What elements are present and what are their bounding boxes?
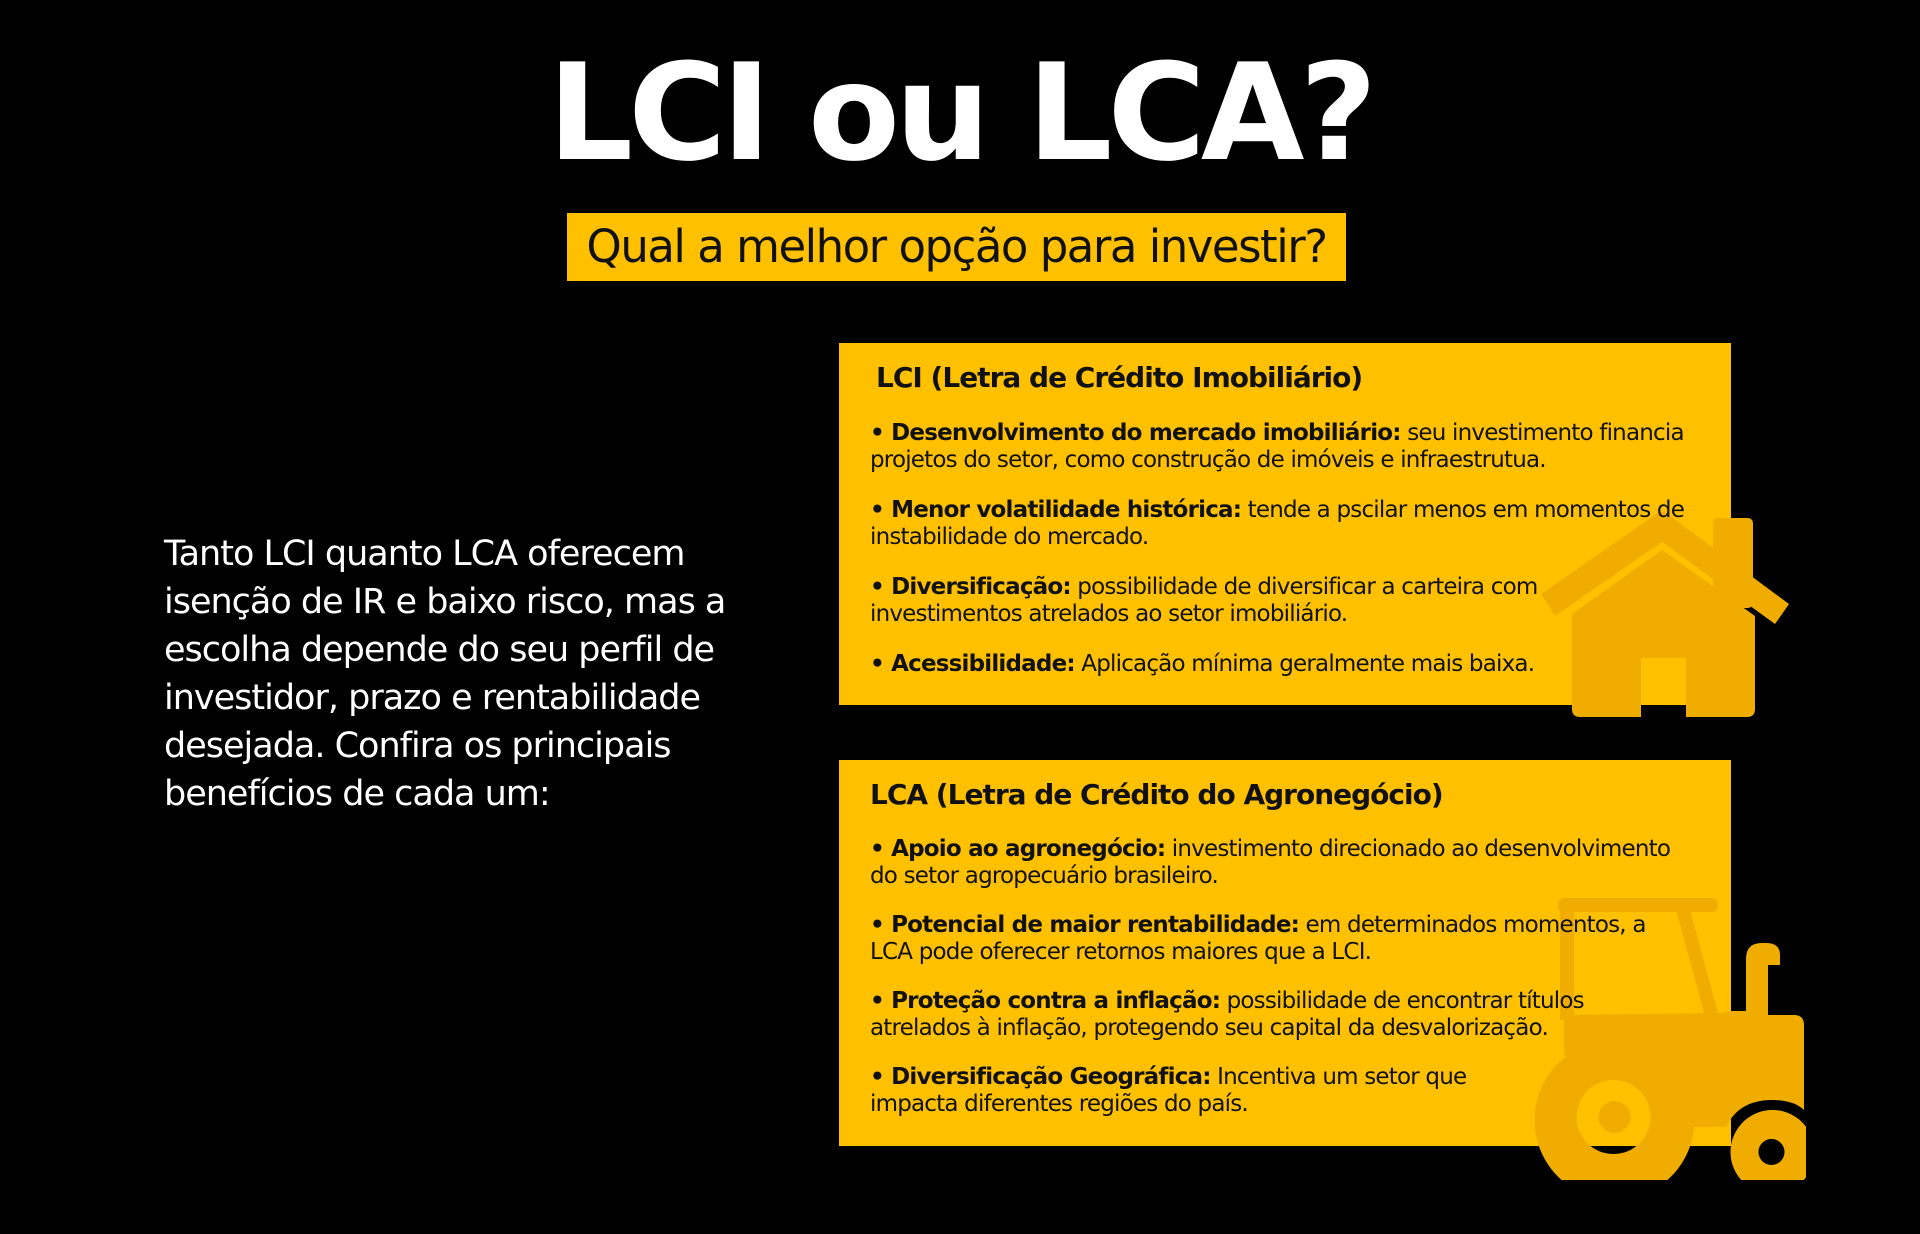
benefit-label: • Acessibilidade:	[870, 651, 1075, 677]
benefit-text: seu investimento financia projetos do setor, como construção de imóveis e infraestrutua.	[870, 420, 1684, 473]
lca-benefit-item	[870, 836, 1690, 890]
lci-benefit-item	[870, 651, 1690, 678]
benefit-text: Aplicação mínima geralmente mais baixa.	[1074, 651, 1535, 677]
benefit-label: • Diversificação Geográfica:	[870, 1064, 1211, 1090]
benefit-label: • Desenvolvimento do mercado imobiliário:	[870, 420, 1401, 446]
benefit-text: Incentiva um setor que impacta diferentes regiões do país.	[870, 1064, 1467, 1117]
lci-benefit-item	[870, 420, 1690, 474]
page-title: LCI ou LCA?	[547, 35, 1373, 191]
benefit-label: • Potencial de maior rentabilidade:	[870, 912, 1300, 938]
benefit-text: tende a pscilar menos em momentos de instabilidade do mercado.	[870, 497, 1685, 550]
benefit-label: • Menor volatilidade histórica:	[870, 497, 1242, 523]
benefit-label: • Apoio ao agronegócio:	[870, 836, 1166, 862]
benefit-label: • Proteção contra a inflação:	[870, 988, 1221, 1014]
lca-benefit-item	[870, 988, 1590, 1042]
lci-card	[839, 343, 1731, 705]
benefit-text: possibilidade de diversificar a carteira com investimentos atrelados ao setor imobiliário.	[870, 574, 1538, 627]
benefit-text: possibilidade de encontrar títulos atrelados à inflação, protegendo seu capital da desvalorização.	[870, 988, 1584, 1041]
lca-benefit-item	[870, 1064, 1470, 1118]
intro-text: Tanto LCI quanto LCA oferecem isenção de IR e baixo risco, mas a escolha depende do seu perfil de investidor, prazo e rentabilidade desejada. Confira os principais benefícios de cada um:	[164, 534, 726, 814]
lci-benefit-item	[870, 574, 1560, 628]
lca-card-title: LCA (Letra de Crédito do Agronegócio)	[870, 778, 1443, 811]
lci-card-title: LCI (Letra de Crédito Imobiliário)	[876, 361, 1363, 394]
benefit-text: em determinados momentos, a LCA pode oferecer retornos maiores que a LCI.	[870, 912, 1646, 965]
benefit-label: • Diversificação:	[870, 574, 1071, 600]
lca-benefit-item	[870, 912, 1690, 966]
benefit-text: investimento direcionado ao desenvolvimento do setor agropecuário brasileiro.	[870, 836, 1671, 889]
lci-benefit-item	[870, 497, 1690, 551]
subtitle-banner: Qual a melhor opção para investir?	[567, 213, 1346, 281]
